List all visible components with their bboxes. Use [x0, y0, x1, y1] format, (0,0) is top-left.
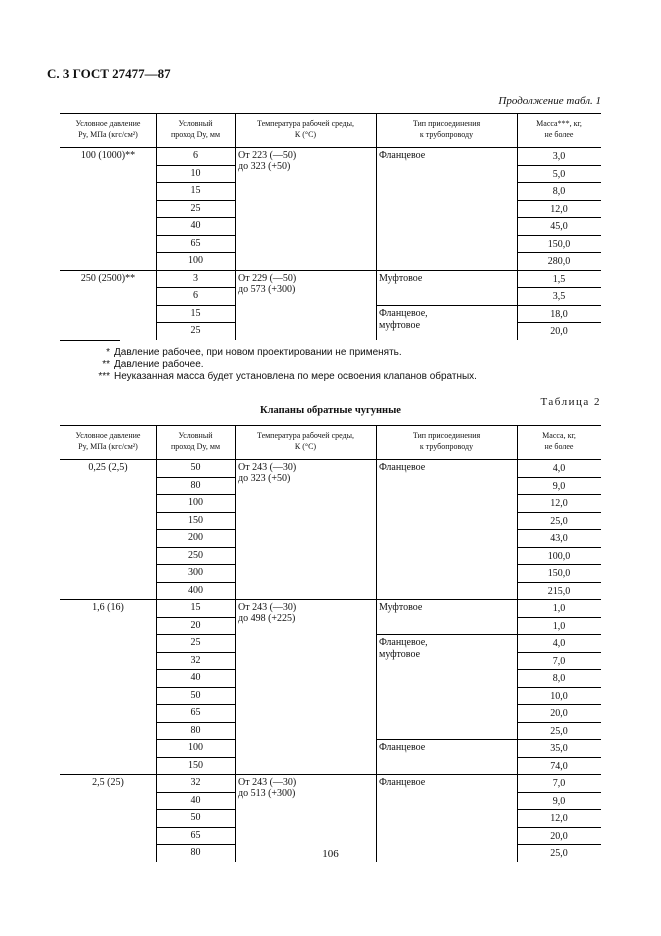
nominal-bore-cell: 80 — [190, 724, 201, 736]
mass-cell: 1,0 — [552, 620, 566, 632]
mass-cell: 280,0 — [547, 256, 571, 267]
footnote-mark: * — [106, 347, 110, 358]
nominal-bore-cell: 6 — [193, 150, 198, 161]
row-rule — [156, 252, 235, 253]
connection-type-cell: Муфтовое — [379, 272, 423, 284]
connection-type-cell: Фланцевое, — [379, 637, 428, 648]
row-rule — [517, 827, 601, 828]
column-header — [158, 430, 233, 452]
connection-type-cell: Фланцевое — [379, 462, 426, 473]
column-header — [519, 118, 599, 140]
mass-cell: 9,0 — [552, 795, 566, 807]
type-rule — [376, 305, 517, 306]
row-rule — [517, 617, 601, 618]
nominal-bore-cell: 32 — [190, 654, 201, 666]
row-rule — [517, 704, 601, 705]
row-rule — [517, 529, 601, 530]
column-divider — [235, 425, 236, 862]
nominal-bore-cell: 25 — [190, 637, 201, 648]
connection-type-cell: муфтовое — [379, 319, 421, 331]
mass-cell: 215,0 — [547, 585, 571, 597]
row-rule — [156, 687, 235, 688]
nominal-bore-cell: 250 — [188, 549, 203, 561]
column-header-line: проход Dy, мм — [171, 130, 220, 139]
mass-cell: 1,0 — [552, 603, 566, 614]
group-rule — [60, 270, 601, 271]
row-rule — [517, 687, 601, 688]
column-header-line: Условное давление — [75, 431, 141, 440]
row-rule — [517, 792, 601, 793]
row-rule — [517, 512, 601, 513]
connection-type-cell: Муфтовое — [379, 602, 423, 613]
mass-cell: 1,5 — [552, 273, 566, 285]
temperature-cell: до 573 (+300) — [238, 283, 296, 295]
column-header — [237, 430, 374, 452]
nominal-bore-cell: 80 — [190, 479, 201, 491]
footnote-text: Давление рабочее. — [114, 359, 204, 370]
nominal-bore-cell: 65 — [190, 829, 201, 841]
row-rule — [156, 617, 235, 618]
column-header — [378, 430, 515, 452]
mass-cell: 9,0 — [552, 480, 566, 492]
nominal-bore-cell: 200 — [188, 532, 203, 543]
mass-cell: 4,0 — [552, 638, 566, 649]
mass-cell: 100,0 — [547, 550, 571, 562]
nominal-bore-cell: 80 — [190, 847, 201, 858]
row-rule — [517, 252, 601, 253]
row-rule — [517, 669, 601, 670]
row-rule — [156, 512, 235, 513]
mass-cell: 18,0 — [550, 308, 568, 320]
mass-cell: 12,0 — [550, 203, 568, 215]
nominal-bore-cell: 40 — [190, 672, 201, 683]
row-rule — [156, 547, 235, 548]
row-rule — [156, 634, 235, 635]
footnote-text: Неуказанная масса будет установлена по мере освоения клапанов обратных. — [114, 371, 477, 382]
column-header-line: Условный — [178, 431, 213, 440]
group-rule — [60, 774, 601, 775]
nominal-bore-cell: 50 — [190, 689, 201, 701]
table-top-rule — [60, 425, 601, 426]
column-header-line: К (°С) — [294, 130, 317, 139]
pressure-cell: 1,6 (16) — [92, 602, 124, 613]
column-header-line: к трубопроводу — [419, 130, 474, 139]
row-rule — [156, 739, 235, 740]
column-header-line: Условный — [178, 119, 213, 128]
mass-cell: 7,0 — [552, 655, 566, 667]
nominal-bore-cell: 150 — [188, 514, 203, 526]
row-rule — [517, 305, 601, 306]
row-rule — [517, 494, 601, 495]
row-rule — [156, 477, 235, 478]
column-header — [378, 118, 515, 140]
mass-cell: 8,0 — [552, 673, 566, 684]
row-rule — [156, 305, 235, 306]
row-rule — [517, 477, 601, 478]
footnote — [60, 370, 477, 383]
mass-cell: 4,0 — [552, 463, 566, 474]
temperature-cell: до 323 (+50) — [238, 473, 291, 484]
nominal-bore-cell: 40 — [190, 220, 201, 231]
nominal-bore-cell: 400 — [188, 584, 203, 596]
nominal-bore-cell: 100 — [188, 497, 203, 508]
mass-cell: 3,5 — [552, 291, 566, 302]
nominal-bore-cell: 50 — [190, 462, 201, 473]
nominal-bore-cell: 65 — [190, 237, 201, 249]
row-rule — [517, 844, 601, 845]
row-rule — [517, 582, 601, 583]
pressure-cell: 100 (1000)** — [80, 150, 136, 161]
pressure-cell: 250 (2500)** — [80, 272, 136, 284]
column-header-line: Масса***, кг, — [536, 119, 582, 128]
row-rule — [156, 200, 235, 201]
connection-type-cell: муфтовое — [379, 649, 421, 660]
table-1-continuation — [60, 113, 601, 340]
nominal-bore-cell: 65 — [190, 707, 201, 718]
row-rule — [517, 634, 601, 635]
nominal-bore-cell: 10 — [190, 167, 201, 179]
column-header-line: Тип присоединения — [412, 431, 481, 440]
nominal-bore-cell: 150 — [188, 759, 203, 771]
row-rule — [517, 165, 601, 166]
row-rule — [517, 200, 601, 201]
nominal-bore-cell: 15 — [190, 602, 201, 613]
temperature-cell: От 229 (—50) — [238, 272, 297, 284]
footnote-mark: ** — [102, 359, 110, 370]
temperature-cell: От 243 (—30) — [238, 777, 297, 788]
row-rule — [156, 722, 235, 723]
mass-cell: 12,0 — [550, 813, 568, 824]
row-rule — [156, 757, 235, 758]
header-bottom-rule — [60, 459, 601, 460]
mass-cell: 43,0 — [550, 533, 568, 544]
row-rule — [517, 757, 601, 758]
row-rule — [517, 217, 601, 218]
mass-cell: 45,0 — [550, 221, 568, 232]
nominal-bore-cell: 25 — [190, 325, 201, 336]
row-rule — [156, 182, 235, 183]
mass-cell: 25,0 — [550, 725, 568, 737]
nominal-bore-cell: 3 — [193, 272, 198, 284]
footnote-mark: *** — [98, 371, 110, 382]
pressure-cell: 2,5 (25) — [92, 777, 124, 788]
mass-cell: 12,0 — [550, 498, 568, 509]
row-rule — [517, 564, 601, 565]
column-header-line: Температура рабочей среды, — [256, 119, 355, 128]
mass-cell: 150,0 — [547, 568, 571, 579]
row-rule — [156, 287, 235, 288]
table-2 — [60, 425, 601, 862]
column-header-line: Py, МПа (кгс/см²) — [78, 130, 138, 139]
row-rule — [517, 322, 601, 323]
nominal-bore-cell: 25 — [190, 202, 201, 214]
row-rule — [156, 827, 235, 828]
type-rule — [376, 739, 517, 740]
column-header-line: Py, МПа (кгс/см²) — [78, 442, 138, 451]
temperature-cell: От 243 (—30) — [238, 602, 297, 613]
row-rule — [517, 182, 601, 183]
row-rule — [517, 722, 601, 723]
nominal-bore-cell: 40 — [190, 794, 201, 806]
type-rule — [376, 634, 517, 635]
mass-cell: 5,0 — [552, 168, 566, 180]
row-rule — [517, 235, 601, 236]
row-rule — [156, 217, 235, 218]
table-continuation-note: Продолжение табл. 1 — [498, 95, 601, 107]
row-rule — [156, 844, 235, 845]
row-rule — [156, 235, 235, 236]
row-rule — [156, 529, 235, 530]
row-rule — [156, 652, 235, 653]
temperature-cell: до 513 (+300) — [238, 788, 296, 799]
mass-cell: 150,0 — [547, 238, 571, 250]
nominal-bore-cell: 6 — [193, 290, 198, 301]
row-rule — [156, 669, 235, 670]
row-rule — [517, 739, 601, 740]
column-header-line: Тип присоединения — [412, 119, 481, 128]
mass-cell: 74,0 — [550, 760, 568, 772]
mass-cell: 25,0 — [550, 515, 568, 527]
connection-type-cell: Фланцевое — [379, 150, 426, 161]
temperature-cell: до 323 (+50) — [238, 161, 291, 172]
nominal-bore-cell: 15 — [190, 185, 201, 196]
row-rule — [156, 322, 235, 323]
column-divider — [235, 113, 236, 340]
row-rule — [156, 792, 235, 793]
mass-cell: 7,0 — [552, 778, 566, 789]
connection-type-cell: Фланцевое, — [379, 307, 428, 319]
row-rule — [156, 582, 235, 583]
mass-cell: 3,0 — [552, 151, 566, 162]
mass-cell: 20,0 — [550, 326, 568, 337]
column-header — [158, 118, 233, 140]
header-bottom-rule — [60, 147, 601, 148]
temperature-cell: От 243 (—30) — [238, 462, 297, 473]
nominal-bore-cell: 50 — [190, 812, 201, 823]
nominal-bore-cell: 32 — [190, 777, 201, 788]
column-header-line: Масса, кг, — [542, 431, 576, 440]
nominal-bore-cell: 15 — [190, 307, 201, 319]
column-header-line: Условное давление — [75, 119, 141, 128]
table-2-title: Клапаны обратные чугунные — [260, 405, 401, 416]
column-header-line: к трубопроводу — [419, 442, 474, 451]
row-rule — [156, 494, 235, 495]
column-header — [519, 430, 599, 452]
mass-cell: 10,0 — [550, 690, 568, 702]
connection-type-cell: Фланцевое — [379, 742, 426, 753]
connection-type-cell: Фланцевое — [379, 777, 426, 788]
nominal-bore-cell: 100 — [188, 742, 203, 753]
column-header-line: Температура рабочей среды, — [256, 431, 355, 440]
nominal-bore-cell: 100 — [188, 255, 203, 266]
pressure-cell: 0,25 (2,5) — [88, 462, 128, 473]
column-divider — [376, 113, 377, 340]
table-top-rule — [60, 113, 601, 114]
row-rule — [156, 564, 235, 565]
nominal-bore-cell: 20 — [190, 619, 201, 631]
column-header-line: не более — [544, 130, 574, 139]
row-rule — [156, 809, 235, 810]
nominal-bore-cell: 300 — [188, 567, 203, 578]
mass-cell: 20,0 — [550, 830, 568, 842]
group-rule — [60, 599, 601, 600]
temperature-cell: до 498 (+225) — [238, 613, 296, 624]
row-rule — [156, 165, 235, 166]
column-header-line: К (°С) — [294, 442, 317, 451]
row-rule — [156, 704, 235, 705]
mass-cell: 20,0 — [550, 708, 568, 719]
mass-cell: 35,0 — [550, 743, 568, 754]
footnote-rule — [60, 340, 120, 341]
row-rule — [517, 287, 601, 288]
column-header-line: проход Dy, мм — [171, 442, 220, 451]
mass-cell: 8,0 — [552, 186, 566, 197]
row-rule — [517, 547, 601, 548]
temperature-cell: От 223 (—50) — [238, 150, 297, 161]
column-header — [237, 118, 374, 140]
row-rule — [517, 652, 601, 653]
footnote-text: Давление рабочее, при новом проектировании не применять. — [114, 347, 402, 358]
table-2-label: Таблица 2 — [540, 396, 601, 408]
page-header: С. 3 ГОСТ 27477—87 — [47, 66, 171, 81]
page-number: 106 — [322, 848, 339, 860]
column-header — [62, 430, 154, 452]
mass-cell: 25,0 — [550, 848, 568, 859]
column-divider — [376, 425, 377, 862]
row-rule — [517, 809, 601, 810]
column-header-line: не более — [544, 442, 574, 451]
column-header — [62, 118, 154, 140]
